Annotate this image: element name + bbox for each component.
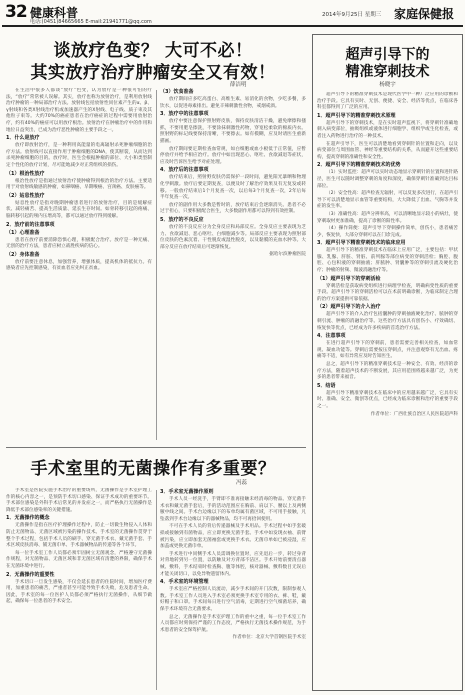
paragraph: 姑息性放疗是指对晚期肿瘤患者进行的放射治疗，目的是缓解症状、减轻痛苦、提高生活质量、延长生存时间。如骨转移引起的疼痛、脑转移引起的颅内压增高等，都可以通过放疗得到缓解。 (6, 200, 152, 219)
article1-right-column (160, 88, 306, 442)
paragraph: 超声引导下的穿刺技术，是在实时超声监视下，将穿刺针准确地刺入病变部位，抽吸组织或液体进行细胞学、组织学或生化检查，或者注入药物进行治疗的一种技术。 (317, 120, 458, 139)
paragraph: 无菌操作是指在医疗护理操作过程中，防止一切微生物侵入人体和防止无菌物品、无菌区域被污染的操作技术。手术室的无菌操作贯穿于整个手术过程，包括手术人员的刷手、穿无菌手术衣、戴无菌手套、手术区域皮肤消毒、铺无菌巾单、手术器械物品的传递等各个环节。 (6, 523, 152, 549)
page-header (0, 0, 465, 26)
section-heading: （1）心理准备 (6, 229, 40, 236)
section-heading: 5．结语 (317, 382, 336, 389)
section-heading: 4．放疗后的注意事项 (160, 167, 209, 174)
paragraph: 放疗结束后，照射野皮肤仍需保护一段时间，避免阳光暴晒和物理化学刺激。放疗后要定期复查，以便及时了解治疗效果及有无复发或转移。一般放疗结束后1个月复查一次，以后每3个月复查一次，2年后每半年复查一次。 (160, 175, 306, 201)
section-heading: 1．什么是放疗 (6, 135, 40, 142)
source-note: 据哈尔滨肿瘤医院 (269, 252, 306, 258)
section-heading: （1）超声引导下的穿刺活检 (317, 275, 381, 282)
article1-byline: 薛洁明 (230, 82, 247, 88)
section-heading: （1）根治性放疗 (6, 170, 45, 177)
paragraph: 手术切口一旦发生感染，不仅会延长患者的住院时间，增加医疗费用，加重患者的痛苦，严重者甚至可能导致手术失败，危及患者生命。因此，手术室的每一位医护人员都必须严格执行无菌操作，从细节做起，确保每一位患者的手术安全。 (6, 579, 152, 605)
paragraph: 总之，超声引导下的精准穿刺技术是一种安全、有效、经济的诊疗方法，随着超声技术的不断发展，其应用范围将越来越广泛，为更多的患者带来福音。 (317, 362, 458, 381)
section-heading: 1．超声引导下的精准穿刺技术原理 (317, 112, 396, 119)
article2-byline: 冯蕊 (236, 480, 248, 486)
section-heading: 4．注意事项 (317, 333, 346, 340)
paragraph: 在超声引导下，医生可以清楚地看到穿刺针的位置和走向，以及病变部位与周围血管、神经等重要结构的关系，从而避开这些重要结构，提高穿刺的准确性和安全性。 (317, 141, 458, 160)
section-heading: 4．手术室的环境管理 (160, 579, 209, 586)
article3-byline-name: 杨晓宇 (379, 82, 396, 88)
section-heading: 3．手术室无菌操作原则 (160, 489, 214, 495)
paragraph: 患者在放疗前要消除恐惧心理，积极配合治疗。放疗是一种无痛、无创的治疗方法，患者应树立战胜疾病的信心。 (6, 237, 152, 250)
article1-left-column (6, 88, 152, 442)
paragraph: 在进行超声引导下的穿刺前，患者需要完善相关检查，如血常规、凝血功能等。穿刺后需要按压穿刺点，并注意观察有无出血、疼痛等不适，如有异常应及时告知医生。 (317, 341, 458, 360)
paragraph: 超声引导下的精准穿刺技术在临床上应用广泛，主要包括：甲状腺、乳腺、肝脏、肾脏、前列腺等部位病变的穿刺活检；胸腔、腹腔、心包积液的穿刺抽液；肝脓肿、肾囊肿等的穿刺引流及硬化治疗；肿瘤的射频、微波消融治疗等。 (317, 248, 458, 274)
article2-column-1 (6, 488, 152, 692)
paragraph: 手术室应严格控制人员流动，减少手术间的开门次数，限制参观人数。手术室工作人员进入手术室必须更换手术室专用的衣、裤、鞋，戴好帽子和口罩。手术间每日进行空气消毒，定期进行空气细菌培养，确保手术环境符合无菌要求。 (160, 587, 306, 612)
article1-title-line2: 其实放疗治疗肿瘤安全又有效！ (30, 63, 276, 83)
source-note: 作者单位：广西壮族自治区人民医院超声科 (370, 411, 458, 417)
section-heading: （2）超声引导下的介入治疗 (317, 304, 381, 311)
paragraph: 放疗中要注意保护照射野皮肤，保持皮肤清洁干燥，避免摩擦和搔抓，不要用肥皂擦洗，不要涂抹刺激性药物，穿宽松柔软的棉质内衣。照射野的标记线要保持清晰，不要擦去。如有模糊，应及时请医生重新描画。 (160, 119, 306, 144)
section-heading: 5．放疗的不良反应 (160, 216, 204, 223)
section-heading: 3．超声引导下精准穿刺技术的临床应用 (317, 240, 406, 247)
article1-title-line1: 谈放疗色变？ 大可不必！ (53, 41, 253, 61)
paragraph: 超声引导下精准穿刺技术在临床中的应用越来越广泛，它具有实时、准确、安全、微创等优点，已经成为临床诊断和治疗的重要手段之一。 (317, 390, 458, 409)
paragraph: （3）准确性高：超声分辨率高，可以清晰地显示较小的病灶，使穿刺取材更加准确，提高了诊断的阳性率。 (317, 211, 458, 224)
paragraph: 超声引导下的精准穿刺技术是现代医学中一种广泛应用的诊断和治疗手段。它具有实时、无创、便捷、安全、经济等优点，在临床各科室都得到了广泛的应用。 (317, 92, 458, 111)
section-heading: 1．无菌操作的概念 (6, 515, 50, 522)
paragraph: 放疗的副作用大多数是暂时的，放疗结束后会逐渐消失。患者不必过于担心，只要积极配合医生，大多数副作用都可以得到有效控制。 (160, 202, 306, 215)
article3-title-line1: 超声引导下的 (345, 47, 430, 63)
column-divider (156, 490, 157, 690)
section-heading: 2．无菌操作的重要性 (6, 571, 55, 578)
section-heading: （2）身体准备 (6, 251, 40, 258)
section-heading: 3．放疗中的注意事项 (160, 111, 209, 118)
paragraph: 不可在手术人员的背后传递器械及手术用品。手术过程中如手套破损或接触到有菌物品，应立即更换无菌手套。手术中如发现衣袖、前臂被污染，应立即加套无菌袖套或更换手术衣。无菌巾单如已被浸湿，应加盖或更换无菌巾单。 (160, 524, 306, 550)
paragraph: （4）操作简便：超声引导下穿刺操作简单，创伤小，患者痛苦少，恢复快，大部分穿刺可以在门诊完成。 (317, 226, 458, 238)
paragraph: 手术人员一经洗手，手臂即不准再接触未经消毒的物品。穿无菌手术衣和戴无菌手套后，手的活动范围应在胸前、肩以下、腰以上及两侧腋中线之间。手术台边缘以下的布单均属有菌区域，不可用手接触，凡坠落到手术台边缘以下的器械物品，均不可再拾回使用。 (160, 497, 306, 522)
article3-byline (312, 80, 463, 88)
section-title-left: 健康科普 (30, 6, 79, 20)
paragraph: 每一位手术室工作人员都必须牢固树立无菌观念，严格遵守无菌操作规程，对无菌物品、无菌区域和非无菌区域有清楚的界限，确保手术在无菌环境中进行。 (6, 550, 152, 569)
paragraph: 超声引导下的介入治疗包括囊肿的穿刺抽液硬化治疗、脓肿的穿刺引流、肿瘤的消融治疗等。这些治疗方法具有创伤小、疗效确切、恢复快等优点，已经成为许多疾病的首选治疗方法。 (317, 312, 458, 331)
section-title-right: 家庭保健报 (394, 7, 455, 21)
section-heading: 2．放疗前的注意事项 (6, 221, 55, 228)
paragraph: 放疗即放射治疗，是一种利用高能量的电离辐射杀死肿瘤细胞的治疗方法。放射线可以直接作用于肿瘤细胞的DNA，使其断裂，从而达到杀死肿瘤细胞的目的。放疗时，医生会根据肿瘤的部位、大小和类型制定个性化的放疗计划，尽可能地减少对正常组织的损伤。 (6, 143, 152, 168)
paragraph: 在生活中很多人都谈“放疗”色变，认为放疗是一种很可怕的疗法，“放疗”常常被人误解。其实，放疗也称为放射治疗，是利用放射线治疗肿瘤的一种局部治疗方法。放射线包括放射性同位素产生的α、β、γ射线和各类X射线治疗机或加速器产生的X射线、电子线、质子束及其他粒子束等。大约70%的癌症患者在治疗癌症的过程中需要用放射治疗，约有40%的癌症可以用放疗根治。放射治疗在肿瘤治疗中的作用和地位日益突出，已成为治疗恶性肿瘤的主要手段之一。 (6, 88, 152, 133)
section-heading: （2）姑息性放疗 (6, 192, 45, 199)
column-divider (156, 90, 157, 440)
paragraph: 总之，无菌操作是手术室护理工作的重中之重，每一位手术室工作人员都应时刻保持严谨的工作态度，严格执行无菌技术操作规范，为手术患者的安全保驾护航。 (160, 614, 306, 633)
paragraph: 根治性放疗是指通过放射治疗使肿瘤得到根治的治疗方法。主要适用于对放射线敏感的肿瘤，如鼻咽癌、早期喉癌、宫颈癌、皮肤癌等。 (6, 178, 152, 191)
article2-title: 手术室里的无菌操作有多重要？ (30, 459, 276, 479)
paragraph: 手术室是医院实施手术治疗的重要场所，无菌操作是手术室护理工作的核心内容之一，是预防手术切口感染、保证手术成功的重要环节。手术部位感染是外科手术后常见的并发症之一，而严格执行无菌操作是降低手术部位感染率的关键措施。 (6, 488, 152, 513)
paragraph: （1）实时监控：超声可以实时动态地显示穿刺针的位置和进针路径，医生可以随时调整穿刺的角度和深度，确保穿刺针准确到达目标部位。 (317, 170, 458, 189)
paragraph: 手术进行中同侧手术人员需调换位置时，应先退后一步，转过身背对背地转到另一位置，以防触及对方背部不洁区。手术开始前要清点器械、敷料，手术结束时检查胸、腹等体腔，核对器械、敷料数目无误后才能关闭切口，以免异物遗留体内。 (160, 551, 306, 577)
article3-title-line2: 精准穿刺技术 (345, 64, 430, 80)
section-heading: （3）饮食准备 (160, 89, 194, 95)
paragraph: 放疗期间应多吃高蛋白、高维生素、易消化的食物，少吃多餐，多饮水，以促进毒素排出。避免辛辣刺激性食物，戒烟戒酒。 (160, 97, 306, 109)
article-divider (6, 447, 306, 448)
source-note: 作者单位：北京大学首钢医院手术室 (232, 635, 306, 641)
header-rule (2, 25, 463, 27)
issue-date: 2014年9月25日 星期三 (322, 12, 382, 18)
article3-body (317, 92, 458, 686)
contact-line: 电话:(0451)84665665 E-mail:21941771@qq.com (30, 19, 152, 25)
page-number: 32 (5, 2, 27, 22)
section-heading: 2．超声引导下的精准穿刺技术的优势 (317, 162, 401, 169)
article2-column-2 (160, 488, 306, 692)
paragraph: 放疗期间要定期检查血常规，如白细胞或血小板低于正常值，应暂停放疗并给予相应治疗。放疗中如出现恶心、呕吐、食欲减退等症状，应及时告诉医生给予对症处理。 (160, 146, 306, 165)
paragraph: （2）安全性高：超声检查无辐射，可以反复多次进行，在超声引导下可以清楚地显示血管等重要结构，大大降低了出血、气胸等并发症的发生率。 (317, 191, 458, 210)
paragraph: 穿刺活检是获取病变组织进行病理学检查，明确病变性质的重要手段。超声引导下的穿刺活检可以在术前明确诊断，为临床制定合理的治疗方案提供可靠依据。 (317, 283, 458, 302)
paragraph: 放疗的不良反应分为全身反应和局部反应。全身反应主要表现为乏力、食欲减退、恶心呕吐、白细胞减少等。局部反应主要表现为照射部位皮肤的色素沉着、干性脱皮或湿性脱皮，以及黏膜的充血水肿等。大部分反应在放疗结束后可逐渐恢复。 (160, 224, 306, 250)
paragraph: 放疗前要注意休息，加强营养，增强体质，提高机体的抵抗力。有感染者应先控制感染，有贫血者应先纠正贫血。 (6, 259, 152, 272)
